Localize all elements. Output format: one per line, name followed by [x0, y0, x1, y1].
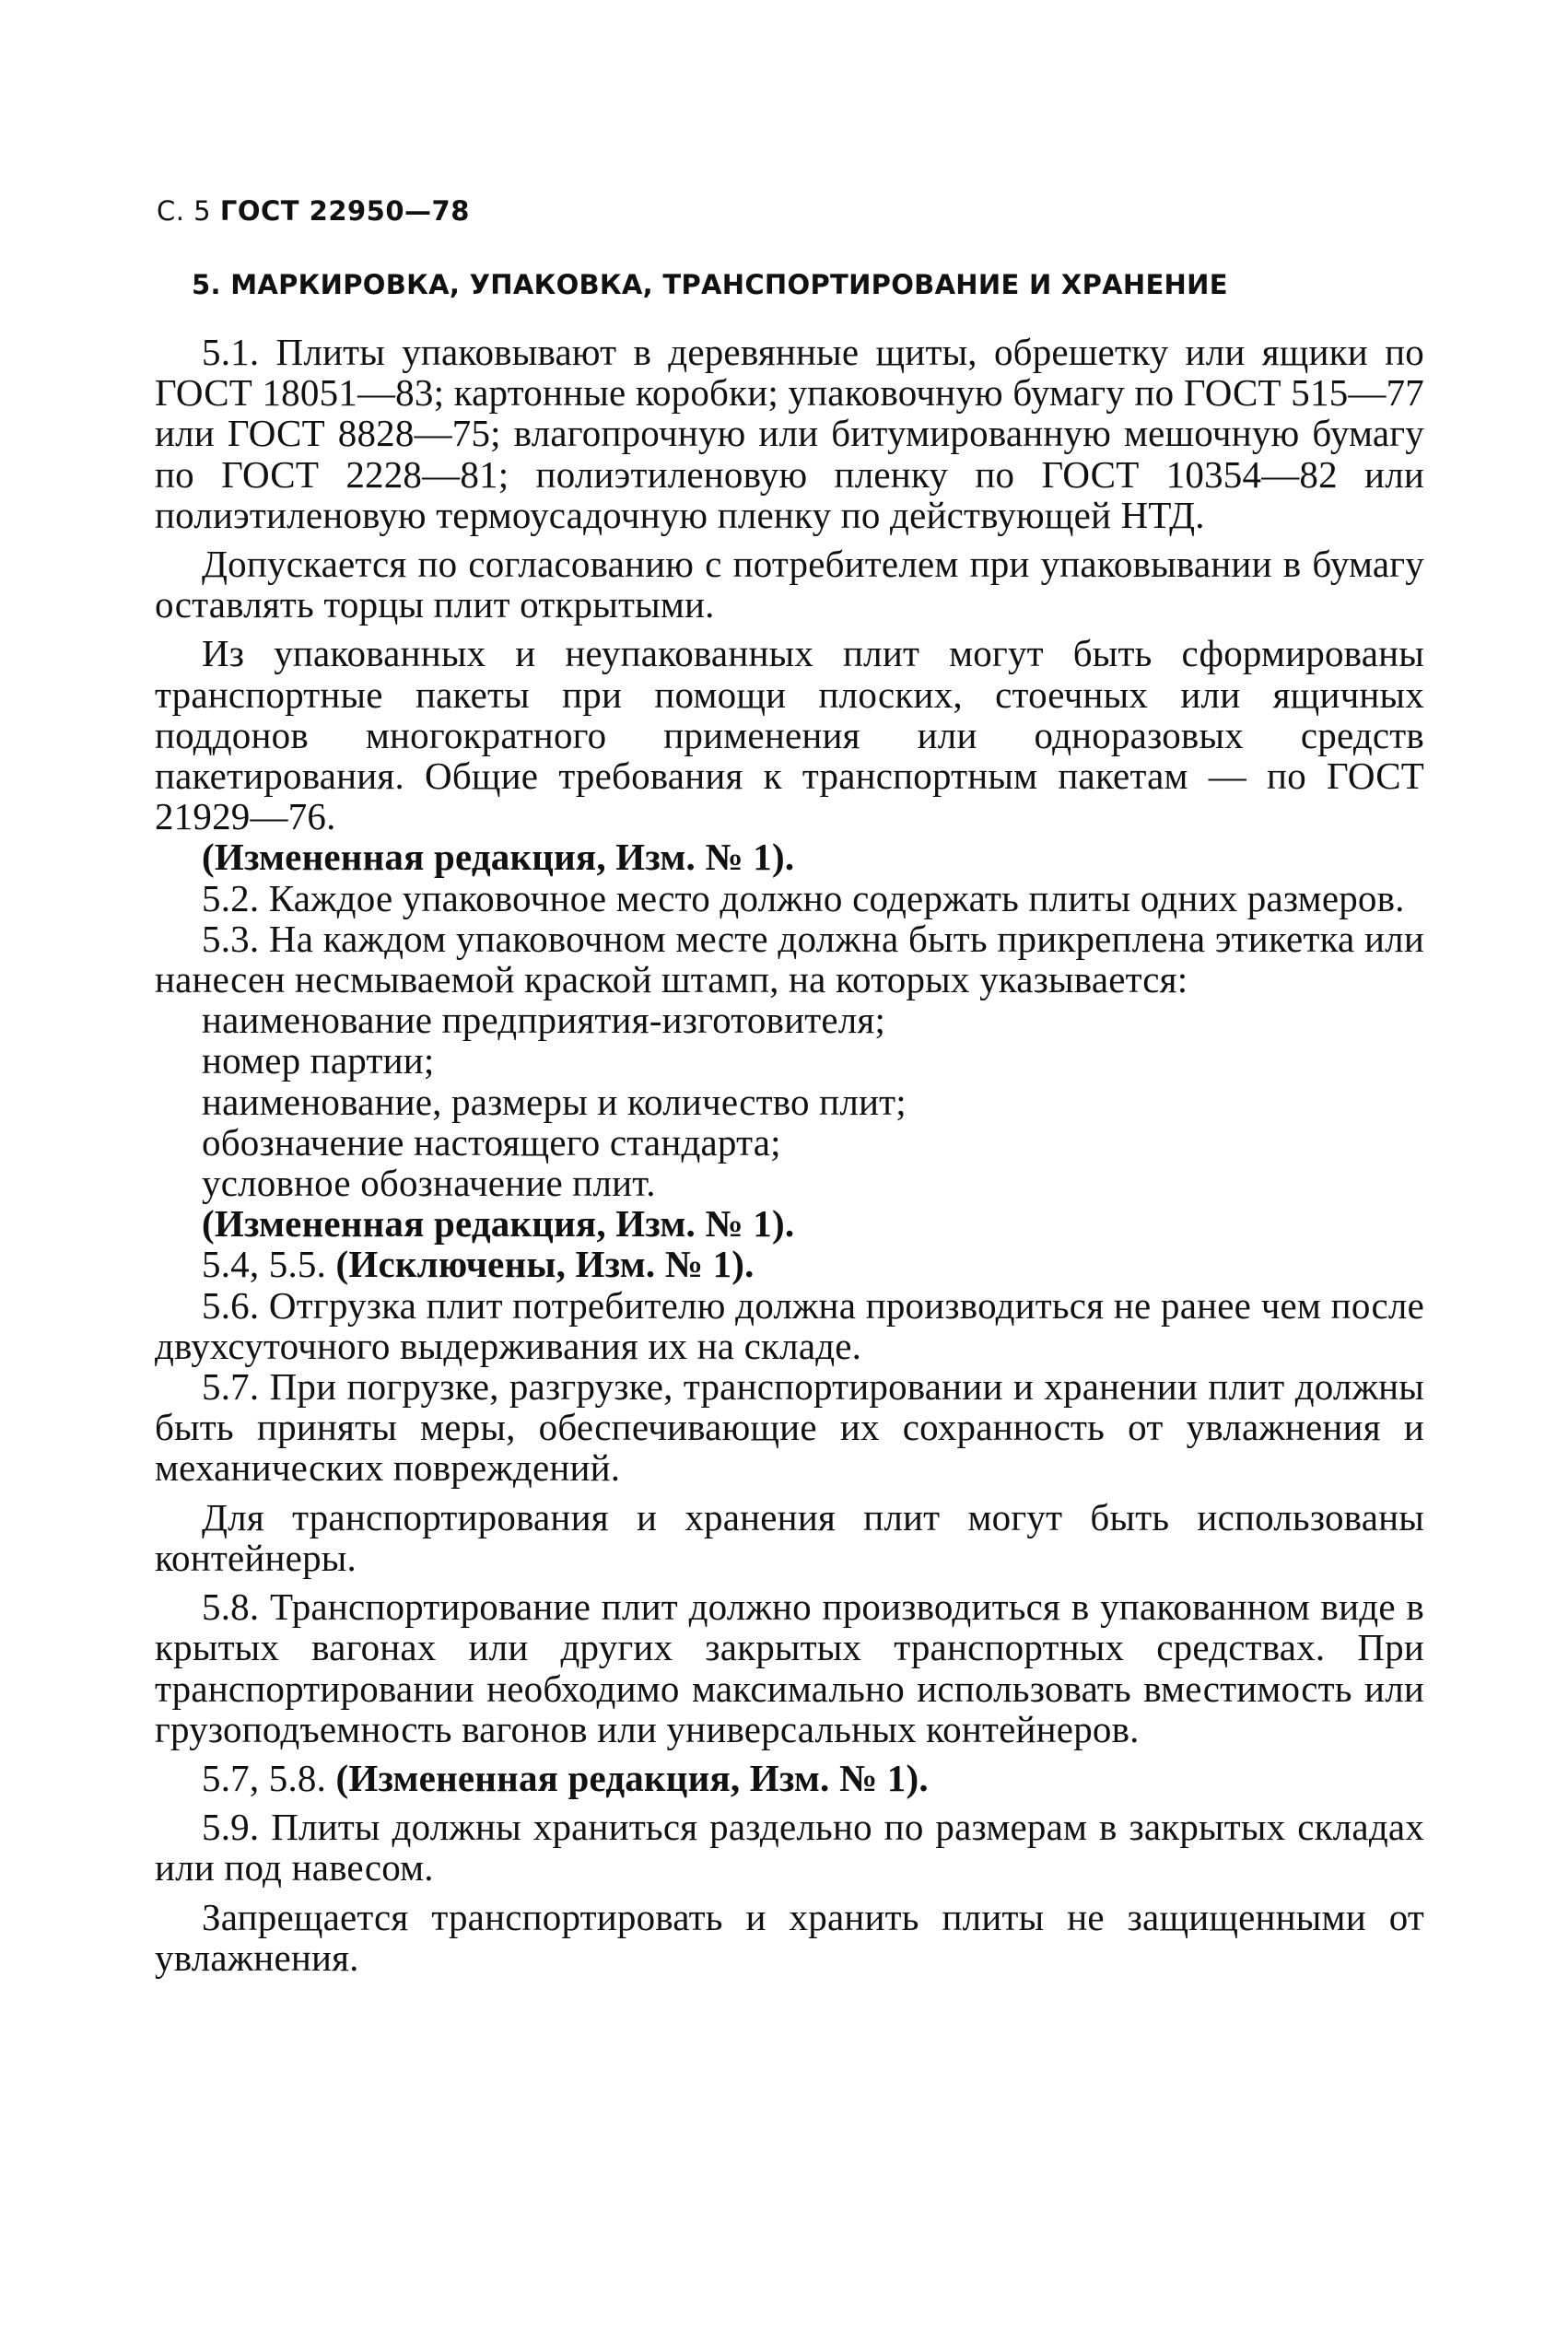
paragraph-5-2: 5.2. Каждое упаковочное место должно содержать плиты одних размеров. — [202, 876, 1405, 919]
paragraph-5-7-containers: Для транспортирования и хранения плит могут быть использованы контейнеры. — [155, 1495, 1424, 1579]
paragraph-5-9-prohibition: Запрещается транспортировать и хранить плиты не защищенными от увлажнения. — [155, 1895, 1424, 1979]
paragraph-5-9: 5.9. Плиты должны храниться раздельно по размерам в закрытых складах или под навесом. — [155, 1806, 1424, 1889]
list-item: обозначение настоящего стандарта; — [202, 1120, 781, 1164]
paragraph-5-8: 5.8. Транспортирование плит должно производиться в упакованном виде в крытых вагонах или других закрытых транспортных средствах. При транспортировании необходимо максимально использовать вместимость или грузоподъемность вагонов или универсальных контейнеров. — [155, 1585, 1424, 1750]
paragraph-5-3: 5.3. На каждом упаковочном месте должна быть прикреплена этикетка или нанесен несмываемой краской штамп, на которых указывается: — [155, 917, 1424, 1001]
revision-note: (Измененная редакция, Изм. № 1). — [335, 1756, 929, 1799]
document-code: ГОСТ 22950—78 — [219, 195, 470, 227]
document-body — [155, 332, 1424, 1978]
paragraph-5-1-allowance: Допускается по согласованию с потребителем при упаковывании в бумагу оставлять торцы плит открытыми. — [155, 543, 1424, 626]
list-item: условное обозначение плит. — [202, 1162, 656, 1205]
clause-numbers: 5.4, 5.5. — [202, 1243, 327, 1286]
paragraph-5-7-5-8 — [155, 1758, 1424, 1798]
paragraph-5-6: 5.6. Отгрузка плит потребителю должна производиться не ранее чем после двухсуточного выдерживания их на складе. — [155, 1283, 1424, 1367]
list-item: номер партии; — [202, 1039, 435, 1082]
excluded-note: (Исключены, Изм. № 1). — [335, 1243, 755, 1286]
section-title: 5. МАРКИРОВКА, УПАКОВКА, ТРАНСПОРТИРОВАНИЕ И ХРАНЕНИЕ — [192, 269, 1228, 300]
list-item: наименование предприятия-изготовителя; — [202, 999, 886, 1042]
revision-note: (Измененная редакция, Изм. № 1). — [202, 1202, 795, 1246]
clause-numbers: 5.7, 5.8. — [202, 1756, 327, 1799]
page-header — [157, 195, 470, 227]
page-number: С. 5 — [157, 195, 212, 227]
paragraph-5-4-5-5 — [155, 1244, 1424, 1284]
paragraph-5-1: 5.1. Плиты упаковывают в деревянные щиты, обрешетку или ящики по ГОСТ 18051—83; картонные коробки; упаковочную бумагу по ГОСТ 515—77 или ГОСТ 8828—75; влагопрочную или битумированную мешочную бумагу по ГОСТ 2228—81; полиэтиленовую пленку по ГОСТ 10354—82 или полиэтиленовую термоусадочную пленку по действующей НТД. — [155, 331, 1424, 536]
revision-note: (Измененная редакция, Изм. № 1). — [202, 836, 795, 879]
list-item: наименование, размеры и количество плит; — [202, 1080, 907, 1123]
paragraph-5-7: 5.7. При погрузке, разгрузке, транспортировании и хранении плит должны быть приняты меры, обеспечивающие их сохранность от увлажнения и механических повреждений. — [155, 1365, 1424, 1490]
paragraph-5-1-packages: Из упакованных и неупакованных плит могут быть сформированы транспортные пакеты при помощи плоских, стоечных или ящичных поддонов многократного применения или одноразовых средств пакетирования. Общие требования к транспортным пакетам — по ГОСТ 21929—76. — [155, 632, 1424, 838]
